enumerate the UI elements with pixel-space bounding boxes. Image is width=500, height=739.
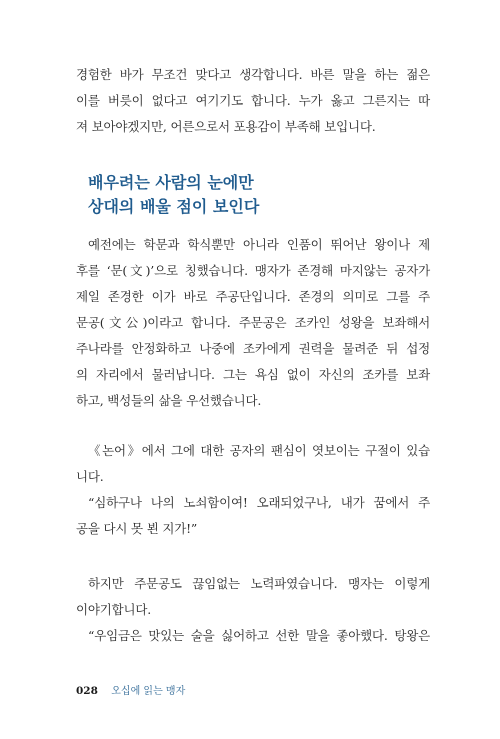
page-number: 028 xyxy=(76,685,98,697)
paragraph-2-line-4: 문공(文公)이라고 합니다. 주문공은 조카인 성왕을 보좌해서 xyxy=(76,315,430,330)
quote-1-line-2: 공을 다시 못 뵌 지가!” xyxy=(76,521,198,536)
paragraph-2-line-1: 예전에는 학문과 학식뿐만 아니라 인품이 뛰어난 왕이나 제 xyxy=(88,237,430,252)
paragraph-2-line-6: 의 자리에서 물러납니다. 그는 욕심 없이 자신의 조카를 보좌 xyxy=(76,367,430,382)
paragraph-2-line-5: 주나라를 안정화하고 나중에 조카에게 권력을 물려준 뒤 섭정 xyxy=(76,341,430,356)
quote-1-line-1: “심하구나 나의 노쇠함이여! 오래되었구나, 내가 꿈에서 주 xyxy=(88,495,430,510)
paragraph-2-line-3: 제일 존경한 이가 바로 주공단입니다. 존경의 의미로 그를 주 xyxy=(76,289,430,304)
section-heading-line-1: 배우려는 사람의 눈에만 xyxy=(88,173,254,192)
paragraph-2-line-7: 하고, 백성들의 삶을 우선했습니다. xyxy=(76,393,262,408)
paragraph-4-line-2: 이야기합니다. xyxy=(76,602,152,617)
paragraph-1-line-3: 져 보아야겠지만, 어른으로서 포용감이 부족해 보입니다. xyxy=(76,119,376,134)
paragraph-3-line-1: 《논어》에서 그에 대한 공자의 팬심이 엿보이는 구절이 있습 xyxy=(88,443,430,458)
running-title: 오십에 읽는 맹자 xyxy=(111,686,186,697)
paragraph-4-line-1: 하지만 주문공도 끊임없는 노력파였습니다. 맹자는 이렇게 xyxy=(88,576,430,591)
paragraph-1-line-1: 경험한 바가 무조건 맞다고 생각합니다. 바른 말을 하는 젊은 xyxy=(76,67,430,82)
paragraph-2-line-2: 후를 ‘문(文)’으로 칭했습니다. 맹자가 존경해 마지않는 공자가 xyxy=(76,263,430,278)
quote-2-line-1: “우임금은 맛있는 술을 싫어하고 선한 말을 좋아했다. 탕왕은 xyxy=(88,628,430,643)
paragraph-3-line-2: 니다. xyxy=(76,469,104,484)
page-footer xyxy=(76,684,185,699)
paragraph-1-line-2: 이를 버릇이 없다고 여기기도 합니다. 누가 옳고 그른지는 따 xyxy=(76,93,430,108)
section-heading-line-2: 상대의 배울 점이 보인다 xyxy=(88,197,260,216)
